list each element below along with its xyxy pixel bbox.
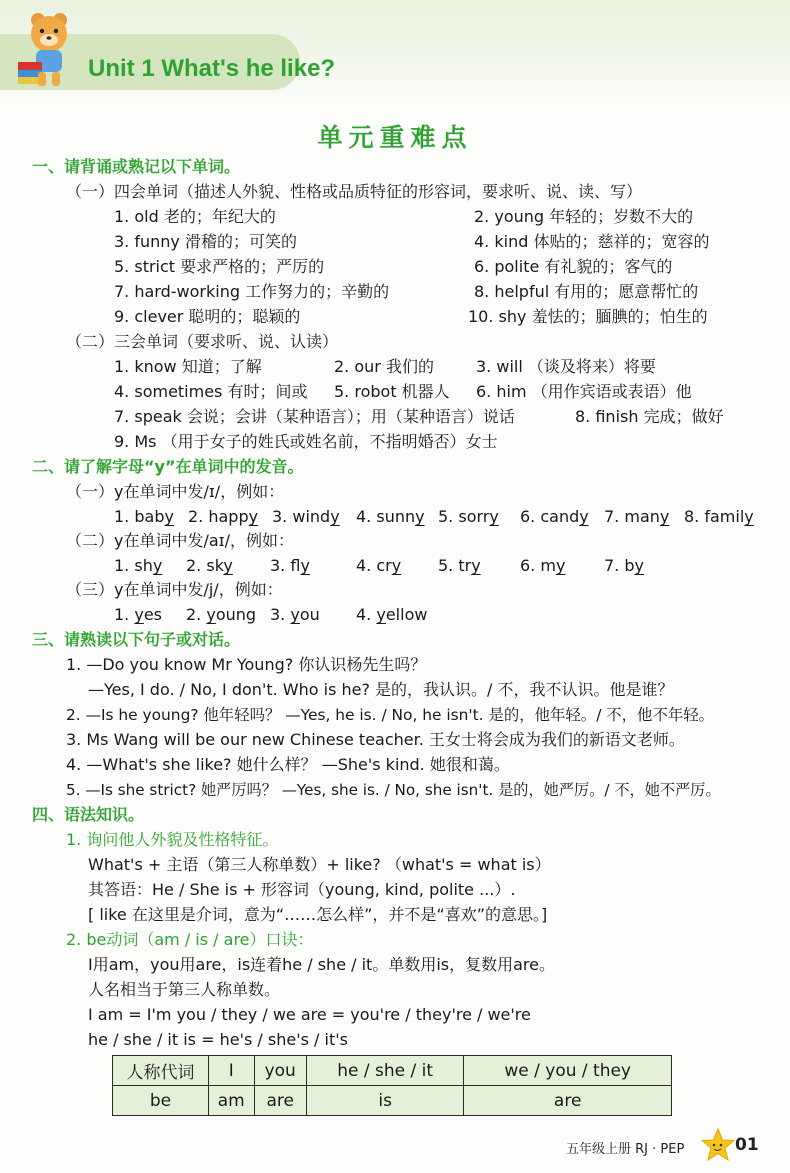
part1-group1-title: （一）四会单词（描述人外貌、性格或品质特征的形容词，要求听、说、读、写） bbox=[66, 182, 643, 201]
unit-title: Unit 1 What's he like? bbox=[88, 55, 336, 82]
y-word: 3. fly bbox=[270, 556, 310, 575]
grammar-sub2-title: 2. be动词（am / is / are）口诀： bbox=[66, 930, 314, 949]
table-row bbox=[113, 1056, 672, 1086]
vocab-item: 7. hard-working 工作努力的；辛勤的 bbox=[114, 282, 390, 301]
y-word: 4. sunny bbox=[356, 507, 425, 526]
table-cell: is bbox=[306, 1086, 463, 1116]
part2-group1-title: （一）y在单词中发/ɪ/，例如： bbox=[66, 482, 285, 501]
grammar-line: he / she / it is = he's / she's / it's bbox=[88, 1030, 348, 1049]
grammar-sub1-title: 1. 询问他人外貌及性格特征。 bbox=[66, 830, 279, 849]
y-word: 5. sorry bbox=[438, 507, 499, 526]
grammar-line: What's + 主语（第三人称单数）+ like? （what's = what is） bbox=[88, 855, 551, 874]
grammar-line: I am = I'm you / they / we are = you're / they're / we're bbox=[88, 1005, 531, 1024]
y-word: 7. by bbox=[604, 556, 644, 575]
bear-mascot-icon bbox=[14, 10, 84, 90]
sentence-line: 1. —Do you know Mr Young? 你认识杨先生吗？ bbox=[66, 655, 427, 674]
part1-group2-title: （二）三会单词（要求听、说、认读） bbox=[66, 332, 339, 351]
y-word: 3. windy bbox=[272, 507, 340, 526]
sentence-line: —Yes, I do. / No, I don't. Who is he? 是的，我认识。/ 不，我不认识。他是谁？ bbox=[88, 680, 674, 699]
page-number: 01 bbox=[735, 1135, 759, 1155]
table-row bbox=[113, 1086, 672, 1116]
vocab-item: 5. robot 机器人 bbox=[334, 382, 450, 401]
table-cell: you bbox=[254, 1056, 306, 1086]
vocab-item: 8. finish 完成；做好 bbox=[575, 407, 724, 426]
vocab-item: 10. shy 羞怯的；腼腆的；怕生的 bbox=[468, 307, 708, 326]
part2-group3-title: （三）y在单词中发/j/，例如： bbox=[66, 580, 283, 599]
vocab-item: 9. clever 聪明的；聪颖的 bbox=[114, 307, 301, 326]
be-verb-table bbox=[112, 1055, 672, 1116]
grammar-line: 人名相当于第三人称单数。 bbox=[88, 980, 281, 999]
grammar-line: I用am，you用are，is连着he / she / it。单数用is，复数用are。 bbox=[88, 955, 555, 974]
table-cell: are bbox=[464, 1086, 672, 1116]
table-cell: 人称代词 bbox=[113, 1056, 209, 1086]
sentence-line: 4. —What's she like? 她什么样？ —She's kind. 她很和蔼。 bbox=[66, 755, 510, 774]
part1-heading: 一、请背诵或熟记以下单词。 bbox=[32, 157, 241, 176]
y-word: 1. baby bbox=[114, 507, 174, 526]
table-cell: he / she / it bbox=[306, 1056, 463, 1086]
part2-heading: 二、请了解字母“y”在单词中的发音。 bbox=[32, 457, 304, 476]
vocab-item: 7. speak 会说；会讲（某种语言）；用（某种语言）说话 bbox=[114, 407, 515, 426]
vocab-item: 4. kind 体贴的；慈祥的；宽容的 bbox=[474, 232, 710, 251]
footer-book-info: 五年级上册 RJ · PEP bbox=[566, 1142, 685, 1157]
star-icon bbox=[700, 1128, 736, 1162]
y-word: 2. young bbox=[186, 605, 257, 624]
part2-group2-title: （二）y在单词中发/aɪ/，例如： bbox=[66, 531, 295, 550]
y-word: 7. many bbox=[604, 507, 670, 526]
vocab-item: 3. will （谈及将来）将要 bbox=[476, 357, 656, 376]
y-word: 2. happy bbox=[188, 507, 259, 526]
section-title: 单元重难点 bbox=[317, 123, 473, 152]
vocab-item: 5. strict 要求严格的；严厉的 bbox=[114, 257, 325, 276]
vocab-item: 4. sometimes 有时；间或 bbox=[114, 382, 308, 401]
part3-heading: 三、请熟读以下句子或对话。 bbox=[32, 630, 241, 649]
vocab-item: 1. know 知道；了解 bbox=[114, 357, 262, 376]
sentence-line: 5. —Is she strict? 她严厉吗？ —Yes, she is. / No, she isn't. 是的，她严厉。/ 不，她不严厉。 bbox=[66, 781, 721, 799]
table-cell: am bbox=[209, 1086, 255, 1116]
vocab-item: 2. young 年轻的；岁数不大的 bbox=[474, 207, 694, 226]
grammar-line: 其答语：He / She is + 形容词（young, kind, polite ...）. bbox=[88, 880, 516, 899]
y-word: 2. sky bbox=[186, 556, 233, 575]
vocab-item: 9. Ms （用于女子的姓氏或姓名前，不指明婚否）女士 bbox=[114, 432, 498, 451]
sentence-line: 3. Ms Wang will be our new Chinese teacher. 王女士将会成为我们的新语文老师。 bbox=[66, 730, 685, 749]
y-word: 1. yes bbox=[114, 605, 163, 624]
table-cell: I bbox=[209, 1056, 255, 1086]
y-word: 5. try bbox=[438, 556, 481, 575]
y-word: 4. yellow bbox=[356, 605, 428, 624]
vocab-item: 2. our 我们的 bbox=[334, 357, 434, 376]
y-word: 8. family bbox=[684, 507, 754, 526]
part4-heading: 四、语法知识。 bbox=[32, 805, 145, 824]
table-cell: we / you / they bbox=[464, 1056, 672, 1086]
table-cell: be bbox=[113, 1086, 209, 1116]
sentence-line: 2. —Is he young? 他年轻吗？ —Yes, he is. / No, he isn't. 是的，他年轻。/ 不，他不年轻。 bbox=[66, 706, 715, 724]
y-word: 3. you bbox=[270, 605, 320, 624]
vocab-item: 8. helpful 有用的；愿意帮忙的 bbox=[474, 282, 699, 301]
vocab-item: 1. old 老的；年纪大的 bbox=[114, 207, 276, 226]
vocab-item: 3. funny 滑稽的；可笑的 bbox=[114, 232, 297, 251]
y-word: 4. cry bbox=[356, 556, 402, 575]
y-word: 1. shy bbox=[114, 556, 163, 575]
vocab-item: 6. polite 有礼貌的；客气的 bbox=[474, 257, 673, 276]
table-cell: are bbox=[254, 1086, 306, 1116]
grammar-line: [ like 在这里是介词，意为“……怎么样”，并不是“喜欢”的意思。] bbox=[88, 905, 548, 924]
y-word: 6. my bbox=[520, 556, 566, 575]
vocab-item: 6. him （用作宾语或表语）他 bbox=[476, 382, 692, 401]
y-word: 6. candy bbox=[520, 507, 589, 526]
